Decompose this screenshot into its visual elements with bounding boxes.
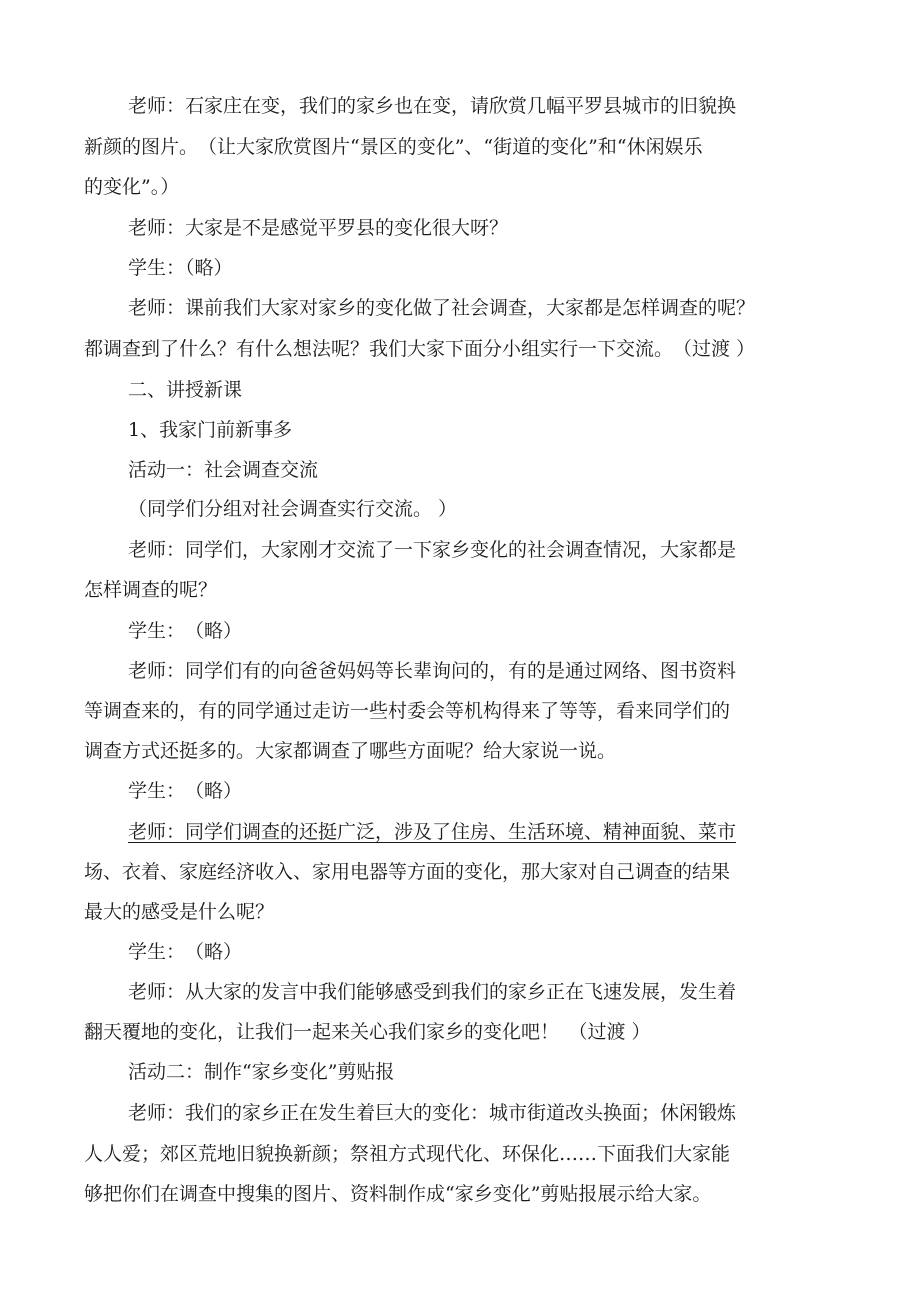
paragraph-line: 怎样调查的呢？ [84, 579, 218, 601]
paragraph-line: 老师：同学们，大家刚才交流了一下家乡变化的社会调查情况，大家都是 [128, 539, 737, 561]
paragraph-line: 老师：石家庄在变，我们的家乡也在变，请欣赏几幅平罗县城市的旧貌换 [128, 95, 737, 117]
paragraph-line: 等调查来的，有的同学通过走访一些村委会等机构得来了等等，看来同学们的 [84, 700, 731, 722]
subsection-heading: 1、我家门前新事多 [128, 419, 293, 441]
paragraph-line: 最大的感受是什么呢？ [84, 901, 275, 923]
paragraph-line: 学生： （略） [128, 941, 243, 963]
paragraph-line: 场、衣着、家庭经济收入、家用电器等方面的变化，那大家对自己调查的结果 [84, 861, 731, 883]
paragraph-line: 的变化”。） [84, 176, 180, 198]
paragraph-line: 学生：（略） [128, 257, 233, 279]
paragraph-line: 老师：同学们有的向爸爸妈妈等长辈询问的，有的是通过网络、图书资料 [128, 660, 737, 682]
underlined-line: 老师：同学们调查的还挺广泛，涉及了住房、生活环境、精神面貌、菜市 [128, 821, 737, 843]
activity-heading: 活动二：制作“家乡变化”剪贴报 [128, 1061, 395, 1083]
section-heading: 二、讲授新课 [128, 379, 243, 401]
paragraph-line: 新颜的图片。 （让大家欣赏图片“景区的变化”、“街道的变化”和“休闲娱乐 [84, 136, 703, 158]
paragraph-line: 都调查到了什么？有什么想法呢？我们大家下面分小组实行一下交流。 （过渡 ） [84, 338, 756, 360]
paragraph-line: （同学们分组对社会调查实行交流。 ） [128, 498, 458, 520]
paragraph-line: 调查方式还挺多的。大家都调查了哪些方面呢？给大家说一说。 [84, 740, 617, 762]
paragraph-line: 人人爱；郊区荒地旧貌换新颜；祭祖方式现代化、环保化……下面我们大家能 [84, 1143, 731, 1165]
paragraph-line: 老师：课前我们大家对家乡的变化做了社会调查，大家都是怎样调查的呢？ [128, 297, 756, 319]
paragraph-line: 学生： （略） [128, 780, 243, 802]
paragraph-line: 老师：我们的家乡正在发生着巨大的变化：城市街道改头换面；休闲锻炼 [128, 1102, 737, 1124]
paragraph-line: 老师：从大家的发言中我们能够感受到我们的家乡正在飞速发展，发生着 [128, 981, 737, 1003]
paragraph-line: 老师：大家是不是感觉平罗县的变化很大呀？ [128, 217, 509, 239]
paragraph-line: 翻天覆地的变化，让我们一起来关心我们家乡的变化吧！ （过渡 ） [84, 1021, 651, 1043]
activity-heading: 活动一：社会调查交流 [128, 459, 319, 481]
paragraph-line: 学生： （略） [128, 620, 243, 642]
paragraph-line: 够把你们在调查中搜集的图片、资料制作成“家乡变化”剪贴报展示给大家。 [84, 1183, 712, 1205]
